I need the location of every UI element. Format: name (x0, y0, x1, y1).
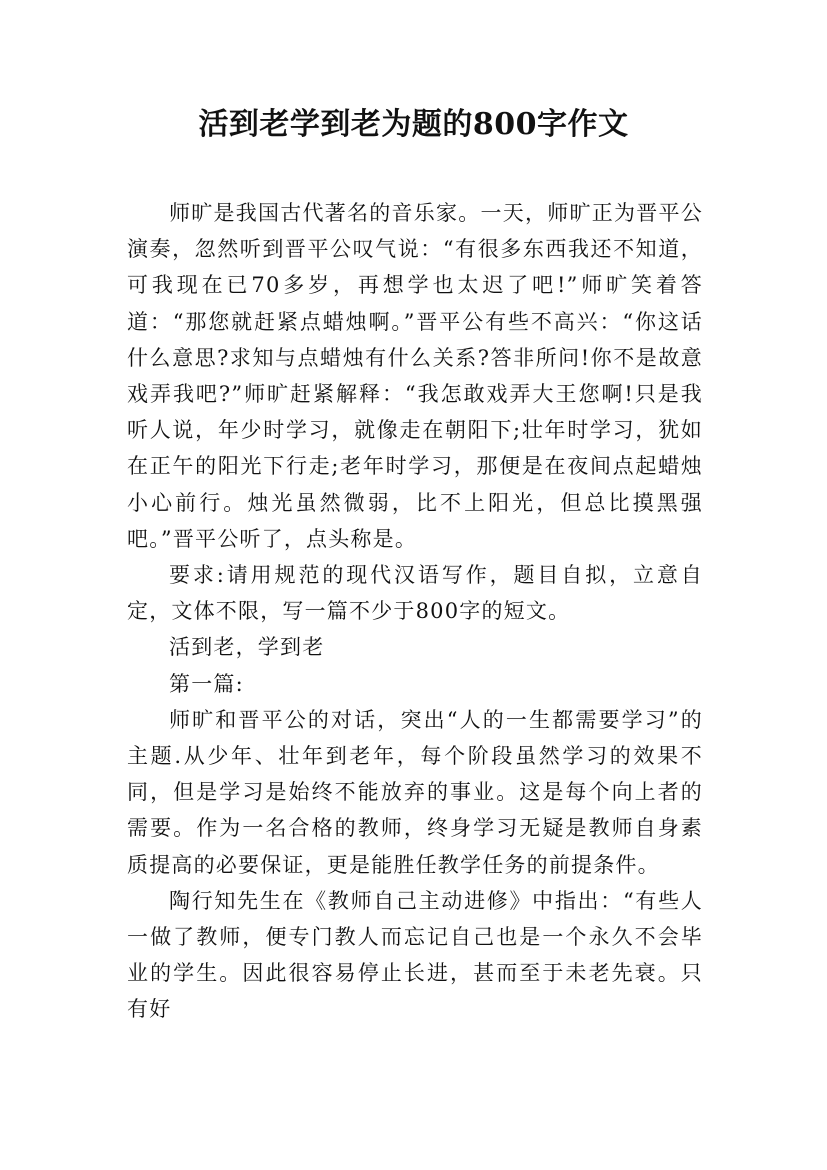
page-title: 活到老学到老为题的800字作文 (198, 107, 629, 142)
paragraph-section-label: 第一篇: (169, 671, 244, 696)
paragraph-requirement: 要求:请用规范的现代汉语写作，题目自拟，立意自定，文体不限，写一篇不少于800字的短文。 (127, 563, 703, 624)
document-body (127, 195, 703, 1028)
paragraph-essay-2: 陶行知先生在《教师自己主动进修》中指出：“有些人一做了教师，便专门教人而忘记自己也是一个永久不会毕业的学生。因此很容易停止长进，甚而至于未老先衰。只有好 (127, 888, 703, 1022)
paragraph-story: 师旷是我国古代著名的音乐家。一天，师旷正为晋平公演奏，忽然听到晋平公叹气说：“有很多东西我还不知道，可我现在已70多岁，再想学也太迟了吧!”师旷笑着答道：“那您就赶紧点蜡烛啊。”晋平公有些不高兴：“你这话什么意思?求知与点蜡烛有什么关系?答非所问!你不是故意戏弄我吧?”师旷赶紧解释：“我怎敢戏弄大王您啊!只是我听人说，年少时学习，就像走在朝阳下;壮年时学习，犹如在正午的阳光下行走;老年时学习，那便是在夜间点起蜡烛小心前行。烛光虽然微弱，比不上阳光，但总比摸黑强吧。”晋平公听了，点头称是。 (127, 201, 703, 551)
paragraph-essay-title: 活到老，学到老 (169, 635, 325, 660)
paragraph-essay-1: 师旷和晋平公的对话，突出“人的一生都需要学习”的主题.从少年、壮年到老年，每个阶段虽然学习的效果不同，但是学习是始终不能放弃的事业。这是每个向上者的需要。作为一名合格的教师，终身学习无疑是教师自身素质提高的必要保证，更是能胜任教学任务的前提条件。 (127, 707, 703, 877)
